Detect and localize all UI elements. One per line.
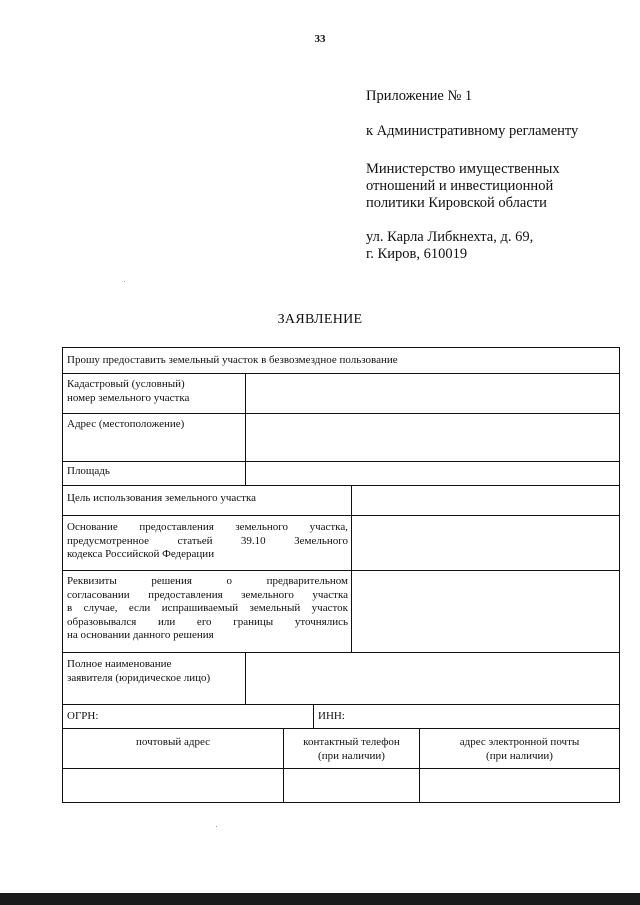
decision-details-field[interactable] [352,571,619,652]
regulation-reference: к Административному регламенту [366,123,579,139]
column-divider [313,704,314,728]
phone-field[interactable] [284,769,419,802]
cadastral-label-line: номер земельного участка [67,391,190,404]
scan-speck [124,281,125,282]
page-number: 33 [314,33,326,45]
applicant-label-line: Полное наименование [67,658,172,670]
address-line: ул. Карла Либкнехта, д. 69, [366,229,534,245]
document-title: ЗАЯВЛЕНИЕ [277,312,363,327]
ministry-line: политики Кировской области [366,195,547,211]
form-border-top [62,347,620,348]
purpose-label: Цель использования земельного участка [67,492,257,504]
decision-label-line: образовывался или его границы уточнялись [67,615,348,628]
email-header-line: адрес электронной почты [459,736,580,748]
phone-header-line: (при наличии) [318,749,385,762]
cadastral-label [67,378,243,405]
postal-address-field[interactable] [63,769,283,802]
purpose-field[interactable] [352,486,619,515]
row-divider [62,728,620,729]
phone-header [284,736,419,763]
ministry-line: Министерство имущественных [366,161,560,177]
ministry-line: отношений и инвестиционной [366,178,554,194]
address-label: Адрес (местоположение) [67,418,185,430]
decision-label-line: в случае, если испрашиваемый земельный участок [67,602,348,614]
application-form [62,347,620,803]
phone-header-line: контактный телефон [303,736,400,748]
decision-label-line: Реквизиты решения о предварительном [67,575,348,587]
decision-label [67,575,348,643]
ogrn-label: ОГРН: [67,710,99,722]
area-label: Площадь [67,465,110,477]
inn-field[interactable] [352,705,619,728]
basis-label-line: предусмотренное статьей 39.10 Земельного [67,534,348,547]
address-line: г. Киров, 610019 [366,246,468,262]
decision-label-line: на основании данного решения [67,629,214,641]
scan-edge-bar [0,893,640,905]
ministry-name [366,161,626,212]
address-field[interactable] [246,414,619,461]
annex-title: Приложение № 1 [366,88,473,104]
applicant-label-line: заявителя (юридическое лицо) [67,671,211,684]
email-header-line: (при наличии) [486,749,553,762]
applicant-name-field[interactable] [246,653,619,704]
basis-label-line: Основание предоставления земельного участка, [67,521,348,533]
applicant-label [67,658,243,685]
form-border-left [62,347,63,803]
decision-label-line: согласовании предоставления земельного участка [67,588,348,601]
inn-label: ИНН: [318,710,345,722]
ogrn-field[interactable] [102,705,313,728]
email-field[interactable] [420,769,619,802]
scan-speck [216,826,217,827]
basis-field[interactable] [352,516,619,570]
email-header [420,736,619,763]
basis-label [67,521,348,562]
form-border-right [619,347,620,803]
request-text: Прошу предоставить земельный участок в безвозмездное пользование [67,354,398,366]
cadastral-label-line: Кадастровый (условный) [67,378,185,390]
form-border-bottom [62,802,620,803]
postal-address-header: почтовый адрес [135,736,211,748]
cadastral-number-field[interactable] [246,374,619,413]
basis-label-line: кодекса Российской Федерации [67,548,215,560]
ministry-address [366,229,626,263]
area-field[interactable] [246,462,619,485]
